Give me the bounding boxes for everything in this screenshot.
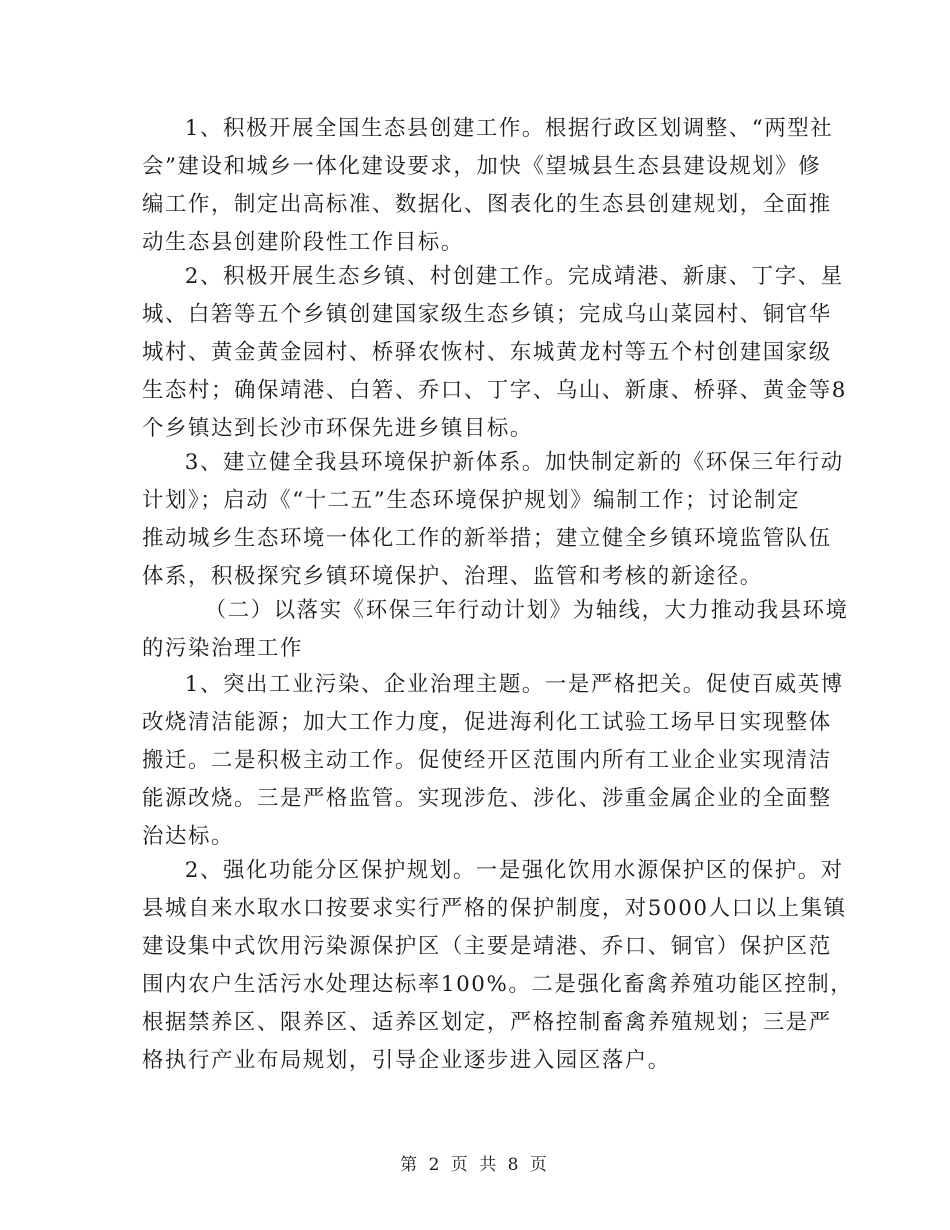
section-heading-pollution-control bbox=[142, 592, 849, 668]
text-line: 推动城乡生态环境一体化工作的新举措；建立健全乡镇环境监管队伍 bbox=[142, 526, 832, 551]
paragraph-industrial-pollution bbox=[142, 666, 844, 856]
page-number-footer: 第 2 页 共 8 页 bbox=[400, 1155, 550, 1175]
text-line: 的污染治理工作 bbox=[142, 636, 303, 661]
text-line: 建设集中式饮用污染源保护区（主要是靖港、乔口、铜官）保护区范 bbox=[142, 934, 832, 959]
text-line: 城村、黄金黄金园村、桥驿农恢村、东城黄龙村等五个村创建国家级 bbox=[142, 340, 832, 365]
text-line: 个乡镇达到长沙市环保先进乡镇目标。 bbox=[142, 416, 533, 441]
text-line: 格执行产业布局规划，引导企业逐步进入园区落户。 bbox=[142, 1048, 671, 1073]
text-line: 围内农户生活污水处理达标率100%。二是强化畜禽养殖功能区控制， bbox=[142, 972, 854, 997]
text-line: 编工作，制定出高标准、数据化、图表化的生态县创建规划，全面推 bbox=[142, 192, 832, 217]
text-line: 能源改烧。三是严格监管。实现涉危、涉化、涉重金属企业的全面整 bbox=[142, 786, 832, 811]
text-line: 3、建立健全我县环境保护新体系。加快制定新的《环保三年行动 bbox=[184, 450, 844, 475]
text-line: 生态村；确保靖港、白箬、乔口、丁字、乌山、新康、桥驿、黄金等8 bbox=[142, 378, 847, 403]
text-line: 县城自来水取水口按要求实行严格的保护制度，对5000人口以上集镇 bbox=[142, 896, 847, 921]
paragraph-ecological-county bbox=[142, 110, 834, 262]
text-line: 计划》；启动《“十二五”生态环境保护规划》编制工作；讨论制定 bbox=[142, 488, 801, 513]
paragraph-ecological-towns bbox=[142, 258, 847, 448]
text-line: 动生态县创建阶段性工作目标。 bbox=[142, 230, 464, 255]
text-line: 改烧清洁能源；加大工作力度，促进海利化工试验工场早日实现整体 bbox=[142, 710, 832, 735]
text-line: 城、白箬等五个乡镇创建国家级生态乡镇；完成乌山菜园村、铜官华 bbox=[142, 302, 832, 327]
paragraph-zoning-protection bbox=[142, 852, 854, 1080]
paragraph-protection-system bbox=[142, 444, 844, 596]
text-line: 1、突出工业污染、企业治理主题。一是严格把关。促使百威英博 bbox=[184, 672, 844, 697]
text-line: 根据禁养区、限养区、适养区划定，严格控制畜禽养殖规划；三是严 bbox=[142, 1010, 832, 1035]
text-line: 治达标。 bbox=[142, 824, 234, 849]
text-line: 会”建设和城乡一体化建设要求，加快《望城县生态县建设规划》修 bbox=[142, 154, 822, 179]
text-line: （二）以落实《环保三年行动计划》为轴线，大力推动我县环境 bbox=[204, 598, 849, 623]
text-line: 2、积极开展生态乡镇、村创建工作。完成靖港、新康、丁字、星 bbox=[184, 264, 844, 289]
text-line: 1、积极开展全国生态县创建工作。根据行政区划调整、“两型社 bbox=[184, 116, 834, 141]
text-line: 2、强化功能分区保护规划。一是强化饮用水源保护区的保护。对 bbox=[184, 858, 844, 883]
text-line: 搬迁。二是积极主动工作。促使经开区范围内所有工业企业实现清洁 bbox=[142, 748, 832, 773]
text-line: 体系，积极探究乡镇环境保护、治理、监管和考核的新途径。 bbox=[142, 564, 763, 589]
